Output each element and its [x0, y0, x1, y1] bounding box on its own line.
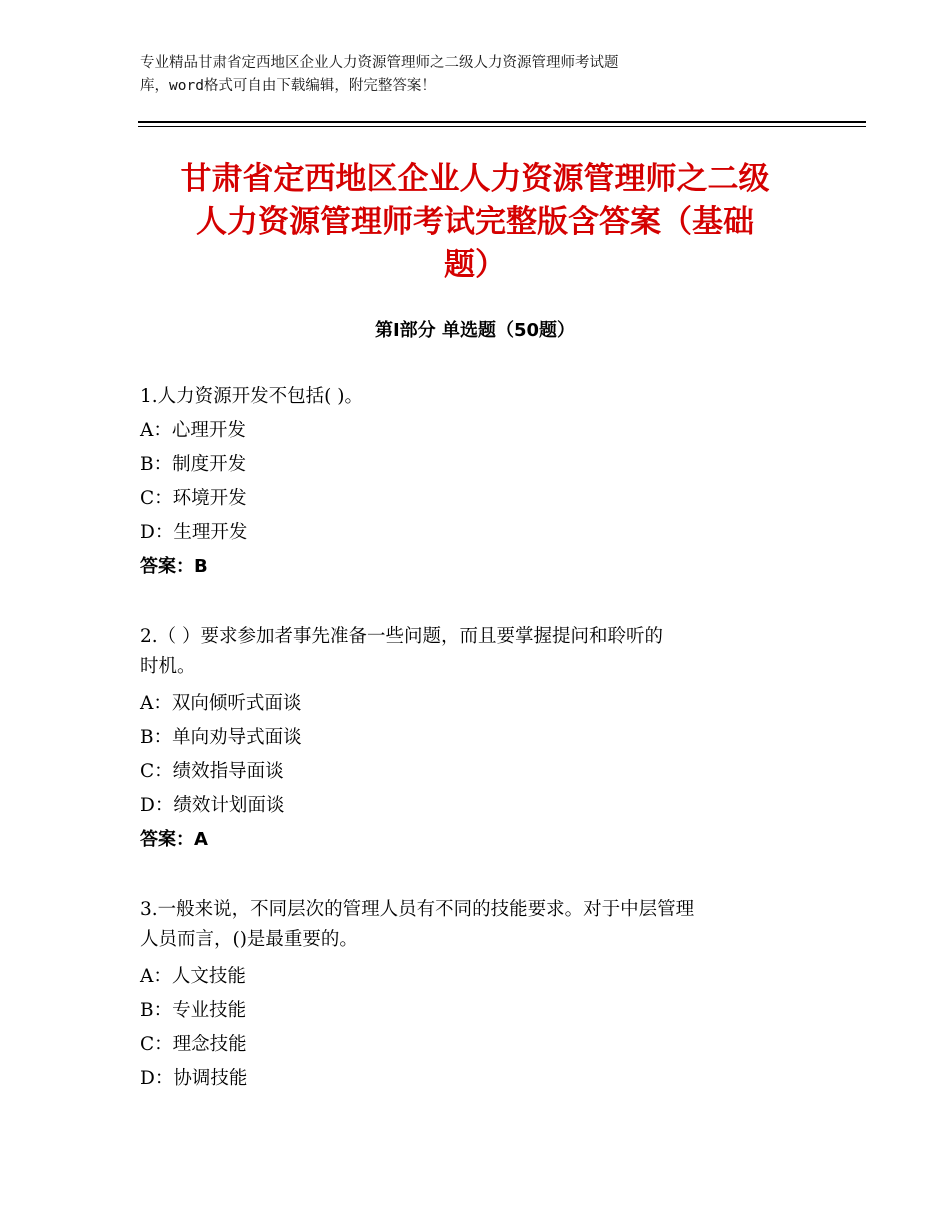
question-1-option-c: C：环境开发 — [140, 488, 247, 509]
question-2-option-c: C：绩效指导面谈 — [140, 761, 284, 782]
question-2-answer: 答案：A — [140, 829, 208, 850]
title-line: 人力资源管理师考试完整版含答案（基础 — [196, 204, 754, 240]
question-3-text — [140, 895, 800, 955]
question-2-text — [140, 622, 800, 682]
question-line: 时机。 — [140, 656, 196, 677]
question-1-option-b: B：制度开发 — [140, 454, 247, 475]
header-divider-thick — [138, 121, 866, 123]
question-1-text — [140, 382, 800, 412]
question-1-option-a: A：心理开发 — [140, 420, 246, 441]
question-3-option-b: B：专业技能 — [140, 1000, 247, 1021]
question-2-option-d: D：绩效计划面谈 — [140, 795, 285, 816]
question-line: 人员而言，()是最重要的。 — [140, 929, 358, 950]
section-title: 第Ⅰ部分 单选题（50题） — [374, 320, 575, 341]
question-3-option-c: C：理念技能 — [140, 1034, 247, 1055]
title-line: 甘肃省定西地区企业人力资源管理师之二级 — [180, 161, 770, 197]
question-line: 1.人力资源开发不包括( )。 — [140, 386, 363, 407]
question-1-answer: 答案：B — [140, 556, 208, 577]
header-note-line: 专业精品甘肃省定西地区企业人力资源管理师之二级人力资源管理师考试题 — [140, 55, 619, 71]
question-3-option-a: A：人文技能 — [140, 966, 246, 987]
header-note — [140, 52, 780, 98]
question-2-option-b: B：单向劝导式面谈 — [140, 727, 302, 748]
document-title — [140, 158, 810, 287]
question-3-option-d: D：协调技能 — [140, 1068, 248, 1089]
header-divider-thin — [138, 126, 866, 127]
question-line: 2.（ ）要求参加者事先准备一些问题，而且要掌握提问和聆听的 — [140, 626, 664, 647]
question-1-option-d: D：生理开发 — [140, 522, 248, 543]
title-line: 题） — [444, 247, 506, 283]
question-2-option-a: A：双向倾听式面谈 — [140, 693, 302, 714]
header-note-line: 库，word格式可自由下载编辑，附完整答案！ — [140, 78, 436, 94]
question-line: 3.一般来说，不同层次的管理人员有不同的技能要求。对于中层管理 — [140, 899, 695, 920]
